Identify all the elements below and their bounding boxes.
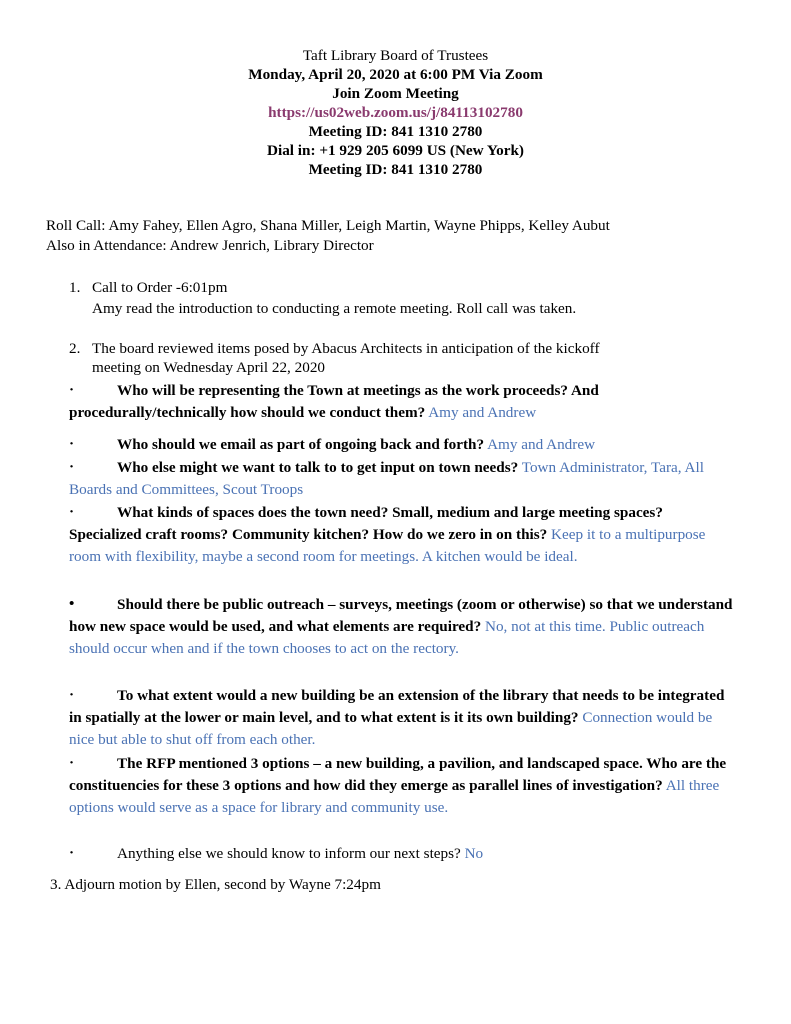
- question-item: [69, 685, 739, 751]
- answer-text: No: [464, 845, 484, 862]
- question-text: Who else might we want to talk to to get input on town needs?: [117, 459, 519, 476]
- answer-text: Keep it to a multipurpose room with flexibility, maybe a second room for meetings. A kitchen would be ideal.: [69, 526, 706, 565]
- zoom-link[interactable]: https://us02web.zoom.us/j/84113102780: [268, 104, 523, 121]
- question-item: [69, 502, 739, 568]
- item-number: 2.: [69, 340, 81, 357]
- item-detail: Amy read the introduction to conducting a remote meeting. Roll call was taken.: [92, 300, 577, 317]
- question-text: Should there be public outreach – surveys, meetings (zoom or otherwise) so that we understand how new space would be used, and what elements are required?: [69, 596, 733, 635]
- adjourn-line: 3. Adjourn motion by Ellen, second by Wayne 7:24pm: [50, 876, 381, 893]
- join-zoom-label: Join Zoom Meeting: [332, 85, 459, 102]
- bullet-marker: ·: [69, 754, 75, 771]
- question-text: Anything else we should know to inform our next steps?: [117, 845, 461, 862]
- answer-text: No, not at this time. Public outreach should occur when and if the town chooses to act on the rectory.: [69, 618, 705, 657]
- dial-in: Dial in: +1 929 205 6099 US (New York): [267, 142, 524, 159]
- meeting-header: [0, 46, 791, 179]
- bullet-marker: ·: [69, 435, 75, 452]
- roll-call: Roll Call: Amy Fahey, Ellen Agro, Shana Miller, Leigh Martin, Wayne Phipps, Kelley Aubut: [46, 217, 610, 234]
- question-text: To what extent would a new building be an extension of the library that needs to be integrated in spatially at the lower or main level, and to what extent is it its own building?: [69, 687, 725, 726]
- item-number: 1.: [69, 279, 81, 296]
- question-text: What kinds of spaces does the town need? Small, medium and large meeting spaces? Specialized craft rooms? Community kitchen? How do we zero in on this?: [69, 504, 663, 543]
- item-text: meeting on Wednesday April 22, 2020: [92, 359, 326, 376]
- item-title: Call to Order -6:01pm: [92, 279, 228, 296]
- meeting-date: Monday, April 20, 2020 at 6:00 PM Via Zoom: [248, 66, 543, 83]
- meeting-id: Meeting ID: 841 1310 2780: [308, 123, 483, 140]
- bullet-marker: ·: [69, 381, 75, 398]
- answer-text: Town Administrator, Tara, All Boards and Committees, Scout Troops: [69, 459, 704, 498]
- question-item: [69, 457, 739, 501]
- answer-text: Amy and Andrew: [487, 436, 596, 453]
- answer-text: Connection would be nice but able to shut off from each other.: [69, 709, 713, 748]
- item-text: The board reviewed items posed by Abacus Architects in anticipation of the kickoff: [92, 340, 600, 357]
- attendance-block: [46, 216, 610, 256]
- bullet-marker: •: [69, 595, 75, 612]
- answer-text: All three options would serve as a space for library and community use.: [69, 777, 720, 816]
- bullet-marker: ·: [69, 844, 75, 861]
- bullet-marker: ·: [69, 503, 75, 520]
- bullet-marker: ·: [69, 686, 75, 703]
- question-item: [69, 380, 739, 424]
- meeting-id-repeat: Meeting ID: 841 1310 2780: [308, 161, 483, 178]
- also-in-attendance: Also in Attendance: Andrew Jenrich, Library Director: [46, 237, 374, 254]
- question-item: [69, 753, 739, 819]
- question-text: The RFP mentioned 3 options – a new building, a pavilion, and landscaped space. Who are the constituencies for these 3 options and how did they emerge as parallel lines of investigation?: [69, 755, 727, 794]
- question-item: [69, 843, 739, 865]
- question-item: [69, 594, 739, 660]
- board-title: Taft Library Board of Trustees: [302, 47, 489, 64]
- answer-text: Amy and Andrew: [428, 404, 537, 421]
- question-text: Who will be representing the Town at meetings as the work proceeds? And procedurally/technically how should we conduct them?: [69, 382, 599, 421]
- question-text: Who should we email as part of ongoing back and forth?: [117, 436, 485, 453]
- bullet-marker: ·: [69, 458, 75, 475]
- question-item: [69, 434, 739, 456]
